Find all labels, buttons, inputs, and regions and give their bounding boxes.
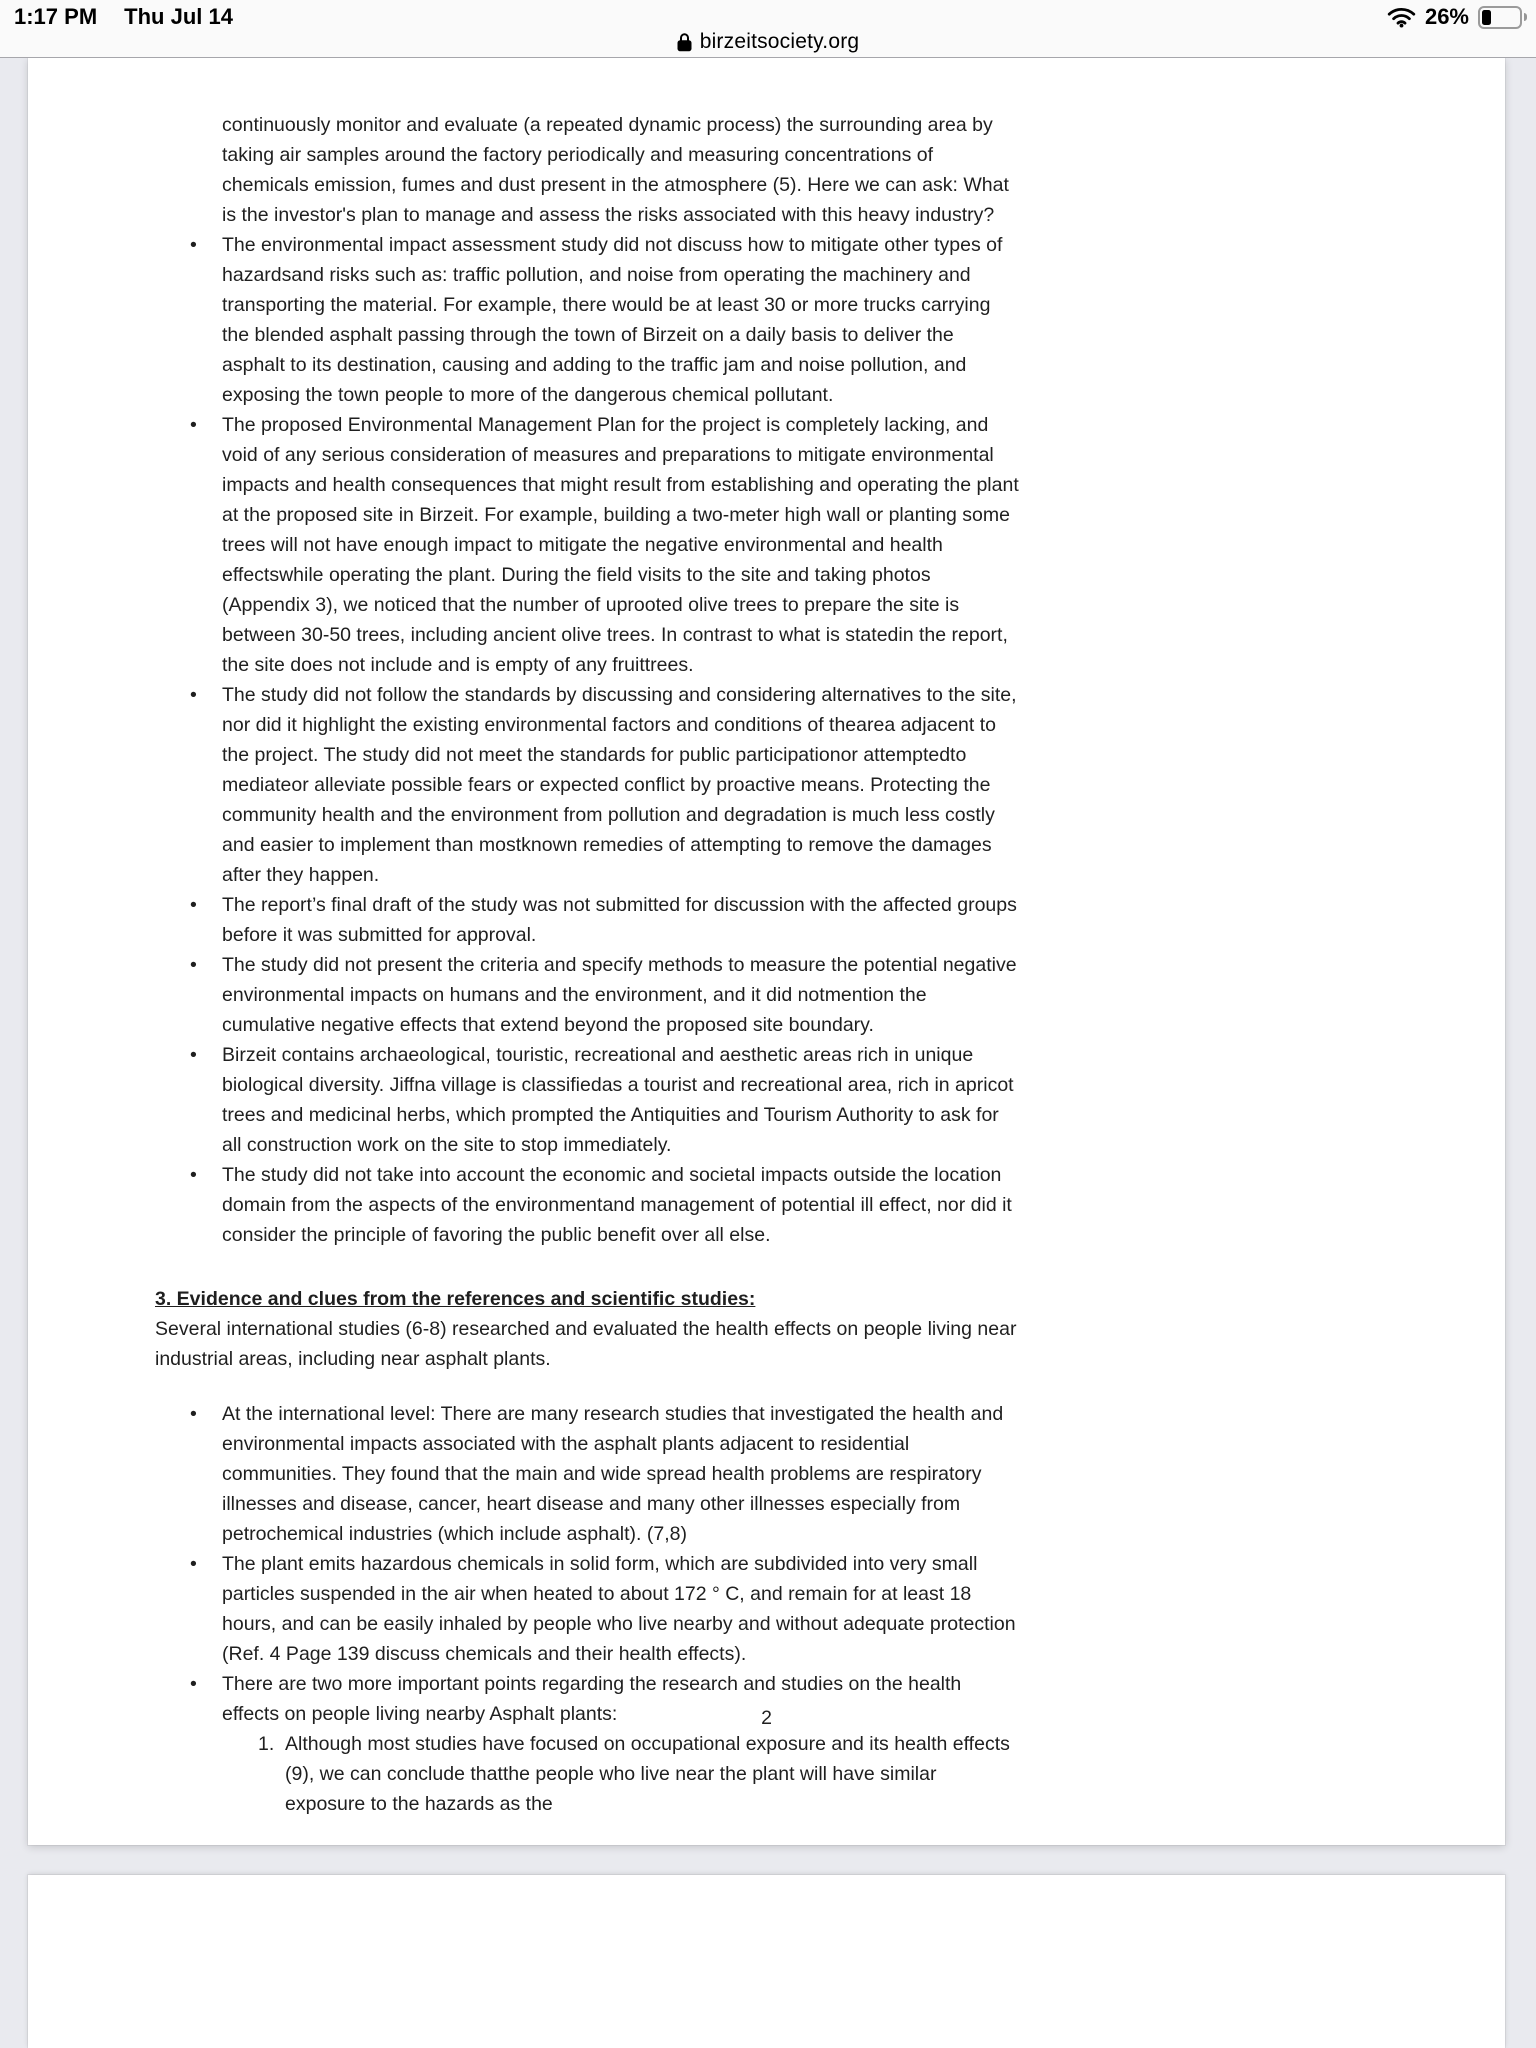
- status-left: [14, 4, 233, 30]
- status-bar: [0, 0, 1536, 30]
- bullet-item: • The plant emits hazardous chemicals in solid form, which are subdivided into very small particles suspended in the air when heated to about 172 ° C, and remain for at least 18 hours, and can be easily inhaled by people who live nearby and without adequate protection (Ref. 4 Page 139 discuss chemicals and their health effects).: [155, 1549, 1021, 1669]
- bullet-item: • At the international level: There are many research studies that investigated the health and environmental impacts associated with the asphalt plants adjacent to residential communities. They found that the main and wide spread health problems are respiratory illnesses and disease, cancer, heart disease and many other illnesses especially from petrochemical industries (which include asphalt). (7,8): [155, 1399, 1021, 1549]
- document-text: [155, 110, 1021, 1819]
- address-bar[interactable]: [0, 28, 1536, 56]
- page-number: 2: [761, 1707, 772, 1729]
- bullet-item: • Birzeit contains archaeological, touristic, recreational and aesthetic areas rich in unique biological diversity. Jiffna village is classifiedas a tourist and recreational area, rich in apricot trees and medicinal herbs, which prompted the Antiquities and Tourism Authority to ask for all construction work on the site to stop immediately.: [155, 1040, 1021, 1160]
- bullet-list-evidence: [155, 1399, 1021, 1729]
- status-date: Thu Jul 14: [124, 4, 233, 29]
- bullet-item: • The study did not follow the standards by discussing and considering alternatives to the site, nor did it highlight the existing environmental factors and conditions of thearea adjacent to the project. The study did not meet the standards for public participationor attemptedto mediateor alleviate possible fears or expected conflict by proactive means. Protecting the community health and the environment from pollution and degradation is much less costly and easier to implement than mostknown remedies of attempting to remove the damages after they happen.: [155, 680, 1021, 890]
- status-time: 1:17 PM: [14, 4, 98, 29]
- bullet-item: • The proposed Environmental Management Plan for the project is completely lacking, and void of any serious consideration of measures and preparations to mitigate environmental impacts and health consequences that might result from establishing and operating the plant at the proposed site in Birzeit. For example, building a two-meter high wall or planting some trees will not have enough impact to mitigate the negative environmental and health effectswhile operating the plant. During the field visits to the site and taking photos (Appendix 3), we noticed that the number of uprooted olive trees to prepare the site is between 30-50 trees, including ancient olive trees. In contrast to what is statedin the report, the site does not include and is empty of any fruittrees.: [155, 410, 1021, 680]
- numbered-list: [155, 1729, 1021, 1819]
- bullet-item: • The environmental impact assessment study did not discuss how to mitigate other types of hazardsand risks such as: traffic pollution, and noise from operating the machinery and transporting the material. For example, there would be at least 30 or more trucks carrying the blended asphalt passing through the town of Birzeit on a daily basis to deliver the asphalt to its destination, causing and adding to the traffic jam and noise pollution, and exposing the town people to more of the dangerous chemical pollutant.: [155, 230, 1021, 410]
- lock-icon: [677, 32, 692, 52]
- bullet-item: • The report’s final draft of the study was not submitted for discussion with the affected groups before it was submitted for approval.: [155, 890, 1021, 950]
- wifi-icon: [1387, 7, 1416, 28]
- safari-topbar: [0, 0, 1536, 58]
- battery-percent: 26%: [1424, 4, 1469, 29]
- battery-fill: [1482, 10, 1491, 25]
- bullet-item: • There are two more important points regarding the research and studies on the health effects on people living nearby Asphalt plants:: [155, 1669, 1021, 1729]
- numbered-item: [155, 1729, 1021, 1819]
- status-right: [1387, 4, 1522, 30]
- bullet-item: • The study did not present the criteria and specify methods to measure the potential negative environmental impacts on humans and the environment, and it did notmention the cumulative negative effects that extend beyond the proposed site boundary.: [155, 950, 1021, 1040]
- paragraph-continuation: continuously monitor and evaluate (a repeated dynamic process) the surrounding area by taking air samples around the factory periodically and measuring concentrations of chemicals emission, fumes and dust present in the atmosphere (5). Here we can ask: What is the investor's plan to manage and assess the risks associated with this heavy industry?: [222, 114, 1009, 226]
- address-domain: birzeitsociety.org: [699, 30, 860, 53]
- section-intro: Several international studies (6-8) researched and evaluated the health effects on people living near industrial areas, including near asphalt plants.: [155, 1318, 1017, 1370]
- pdf-page-next: [28, 1875, 1505, 2048]
- pdf-viewport[interactable]: [0, 58, 1536, 2048]
- battery-icon: [1478, 6, 1522, 29]
- pdf-page-current: [28, 58, 1505, 1845]
- numbered-item-marker: 1.: [258, 1733, 275, 1755]
- bullet-item: • The study did not take into account the economic and societal impacts outside the location domain from the aspects of the environmentand management of potential ill effect, nor did it consider the principle of favoring the public benefit over all else.: [155, 1160, 1021, 1250]
- section-heading: 3. Evidence and clues from the references and scientific studies:: [155, 1288, 756, 1310]
- numbered-item-text: Although most studies have focused on occupational exposure and its health effects (9), we can conclude thatthe people who live near the plant will have similar exposure to the hazards as the: [285, 1733, 1010, 1815]
- bullet-list-findings: [155, 230, 1021, 1250]
